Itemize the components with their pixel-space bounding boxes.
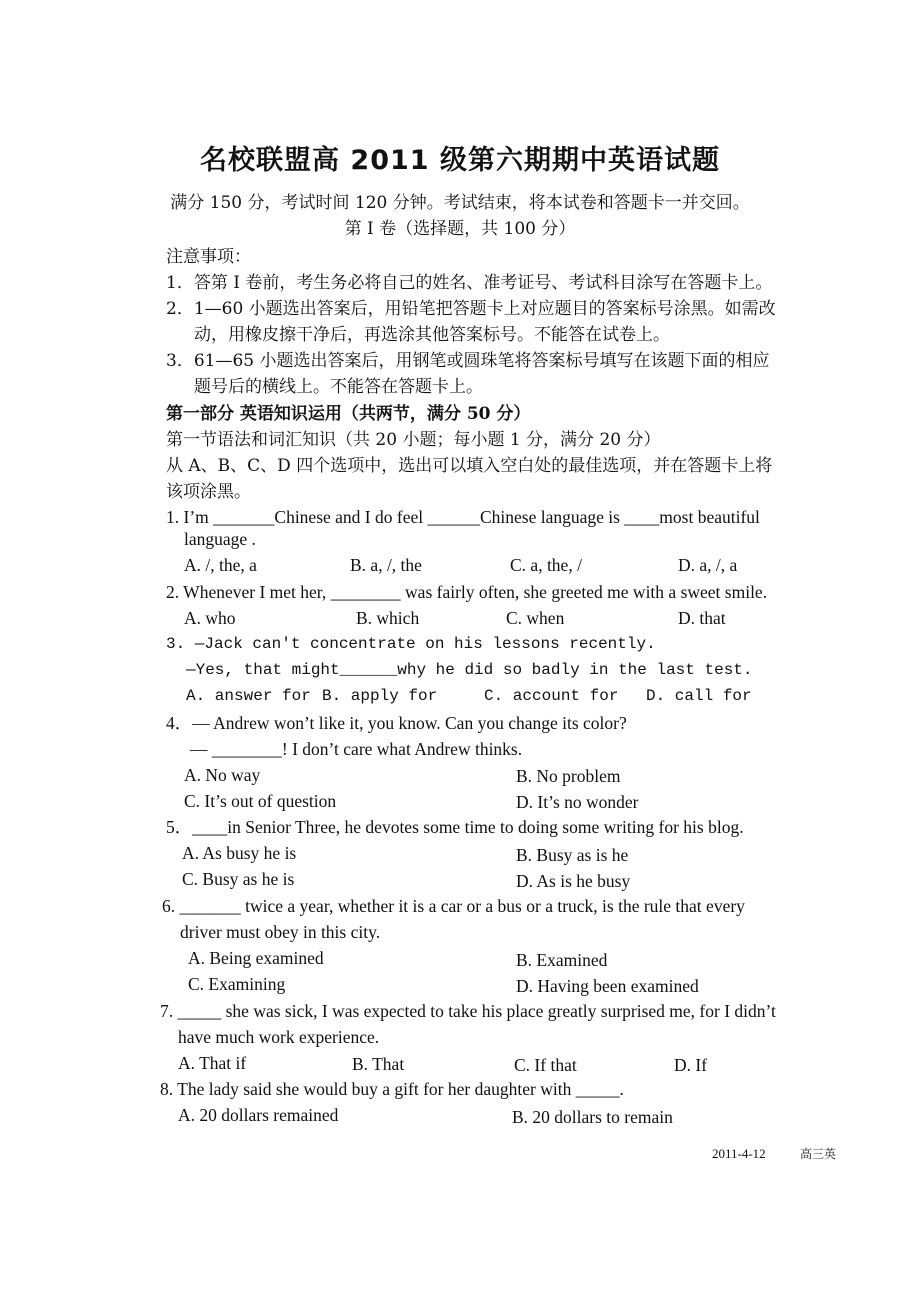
option-b: B. Busy as is he bbox=[516, 845, 629, 865]
question-stem: —Yes, that might______why he did so badly in the last test. bbox=[186, 661, 753, 679]
option-d: D. Having been examined bbox=[516, 976, 699, 996]
instruction-line: 从 A、B、C、D 四个选项中，选出可以填入空白处的最佳选项，并在答题卡上将 bbox=[166, 456, 773, 476]
option-b: B. That bbox=[352, 1054, 405, 1074]
option-a: A. As busy he is bbox=[182, 843, 297, 863]
option-b: B. No problem bbox=[516, 766, 621, 786]
question-stem: — ________! I don’t care what Andrew thinks. bbox=[190, 739, 523, 759]
note-item: 3．61—65 小题选出答案后，用钢笔或圆珠笔将答案标号填写在该题下面的相应 bbox=[166, 351, 770, 371]
option-a: A. Being examined bbox=[188, 948, 324, 968]
footer-date: 2011-4-12 bbox=[712, 1146, 766, 1161]
option-c: C. Busy as he is bbox=[182, 869, 295, 889]
note-item: 2．1—60 小题选出答案后，用铅笔把答题卡上对应题目的答案标号涂黑。如需改 bbox=[166, 299, 776, 319]
option-d: D. It’s no wonder bbox=[516, 792, 639, 812]
option-a: A. 20 dollars remained bbox=[178, 1105, 339, 1125]
option-a: A. /, the, a bbox=[184, 555, 257, 575]
question-stem: 5．____in Senior Three, he devotes some time to doing some writing for his blog. bbox=[166, 817, 744, 837]
footer-label: 高三英 bbox=[800, 1147, 837, 1161]
note-item-continued: 题号后的横线上。不能答在答题卡上。 bbox=[194, 377, 483, 397]
volume-heading: 第 I 卷（选择题，共 100 分） bbox=[344, 219, 576, 239]
option-c: C. It’s out of question bbox=[184, 791, 337, 811]
option-c: C. account for bbox=[484, 687, 619, 705]
question-stem: 7. _____ she was sick, I was expected to take his place greatly surprised me, for I didn’t bbox=[160, 1001, 776, 1021]
option-a: A. who bbox=[184, 608, 236, 628]
option-a: A. That if bbox=[178, 1053, 247, 1073]
question-stem: driver must obey in this city. bbox=[180, 922, 381, 942]
option-b: B. 20 dollars to remain bbox=[512, 1107, 673, 1127]
notes-heading: 注意事项： bbox=[166, 247, 251, 267]
question-stem: 6. _______ twice a year, whether it is a car or a bus or a truck, is the rule that every bbox=[162, 896, 745, 916]
section1-heading: 第一节语法和词汇知识（共 20 小题；每小题 1 分，满分 20 分） bbox=[166, 430, 661, 450]
option-b: B. apply for bbox=[322, 687, 438, 705]
option-d: D. a, /, a bbox=[678, 555, 738, 575]
question-stem: 8. The lady said she would buy a gift for her daughter with _____. bbox=[160, 1079, 624, 1099]
note-item: 1．答第 I 卷前，考生务必将自己的姓名、准考证号、考试科目涂写在答题卡上。 bbox=[166, 273, 773, 293]
option-b: B. a, /, the bbox=[350, 555, 422, 575]
option-b: B. Examined bbox=[516, 950, 608, 970]
option-a: A. No way bbox=[184, 765, 261, 785]
question-stem: 4．— Andrew won’t like it, you know. Can you change its color? bbox=[166, 713, 627, 733]
instruction-line: 该项涂黑。 bbox=[166, 482, 251, 502]
intro-line: 满分 150 分，考试时间 120 分钟。考试结束，将本试卷和答题卡一并交回。 bbox=[170, 193, 750, 213]
option-b: B. which bbox=[356, 608, 420, 628]
option-c: C. Examining bbox=[188, 974, 286, 994]
note-item-continued: 动，用橡皮擦干净后，再选涂其他答案标号。不能答在试卷上。 bbox=[194, 325, 670, 345]
question-stem: 1. I’m _______Chinese and I do feel ______Chinese language is ____most beautiful bbox=[166, 507, 760, 527]
exam-title: 名校联盟高 2011 级第六期期中英语试题 bbox=[200, 145, 720, 176]
question-stem: 2. Whenever I met her, ________ was fairly often, she greeted me with a sweet smile. bbox=[166, 582, 768, 602]
part1-heading: 第一部分 英语知识运用（共两节，满分 50 分） bbox=[166, 404, 531, 424]
option-c: C. If that bbox=[514, 1055, 577, 1075]
option-d: D. call for bbox=[646, 687, 752, 705]
question-stem: have much work experience. bbox=[178, 1027, 380, 1047]
question-stem: 3. —Jack can't concentrate on his lessons recently. bbox=[166, 635, 656, 653]
option-a: A. answer for bbox=[186, 687, 311, 705]
option-d: D. As is he busy bbox=[516, 871, 631, 891]
question-stem: language . bbox=[184, 529, 256, 549]
option-d: D. If bbox=[674, 1055, 708, 1075]
option-c: C. a, the, / bbox=[510, 555, 582, 575]
option-d: D. that bbox=[678, 608, 726, 628]
option-c: C. when bbox=[506, 608, 565, 628]
